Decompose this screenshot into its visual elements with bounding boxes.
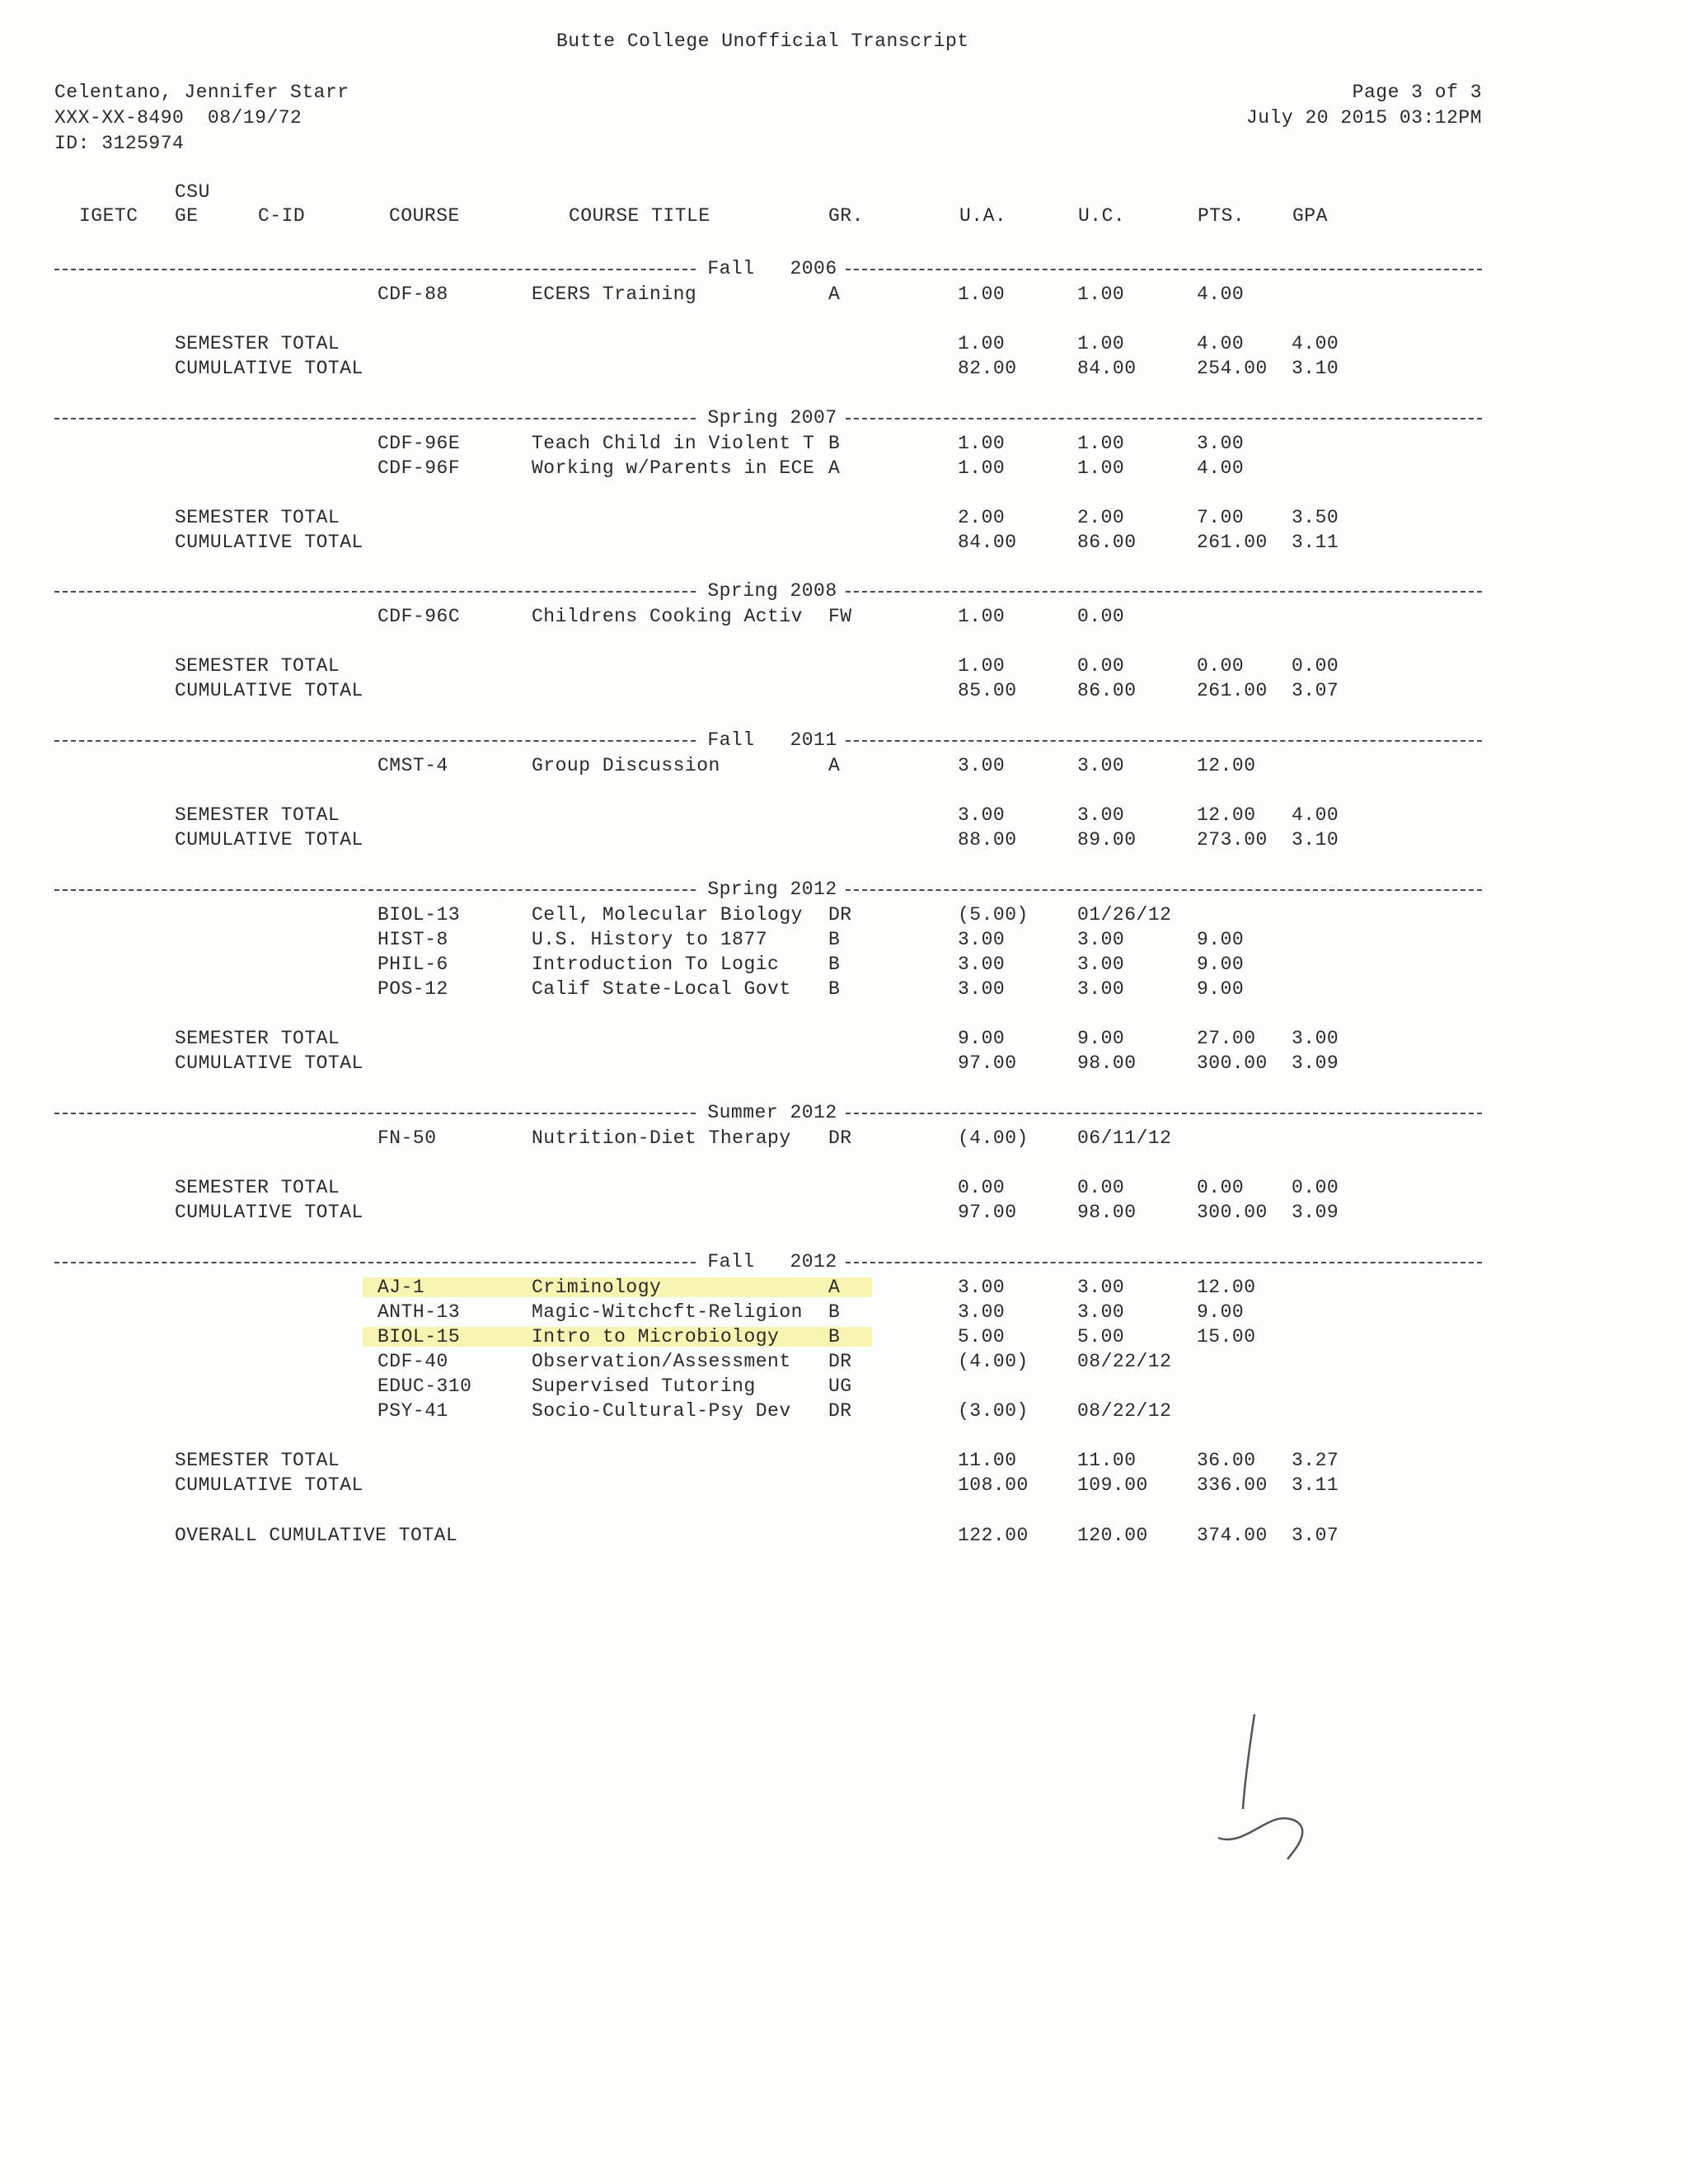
col-uc: U.C. xyxy=(1078,205,1126,227)
semester-points: 4.00 xyxy=(1197,333,1245,354)
course-row xyxy=(0,1349,1688,1374)
cumulative-points: 261.00 xyxy=(1197,532,1268,553)
semester-total-label: SEMESTER TOTAL xyxy=(175,507,340,528)
semester-total-label: SEMESTER TOTAL xyxy=(175,1177,340,1198)
course-points: 4.00 xyxy=(1197,457,1245,479)
course-points: 4.00 xyxy=(1197,284,1245,305)
course-code: CDF-40 xyxy=(377,1351,448,1372)
course-title: Working w/Parents in ECE xyxy=(532,457,815,479)
course-title: Criminology xyxy=(532,1277,662,1298)
col-course-title: COURSE TITLE xyxy=(569,205,710,227)
course-units-completed: 0.00 xyxy=(1077,606,1125,627)
semester-total-row xyxy=(0,1448,1688,1473)
course-points: 12.00 xyxy=(1197,1277,1256,1298)
semester-units-completed: 1.00 xyxy=(1077,333,1125,354)
course-row xyxy=(0,1300,1688,1324)
course-code: BIOL-15 xyxy=(377,1326,461,1347)
course-grade: A xyxy=(828,755,841,776)
semester-total-row xyxy=(0,654,1688,678)
semester-units-attempted: 9.00 xyxy=(958,1028,1006,1049)
cumulative-total-row xyxy=(0,827,1688,852)
semester-gpa: 0.00 xyxy=(1292,655,1339,677)
semester-total-row xyxy=(0,1175,1688,1200)
cumulative-total-label: CUMULATIVE TOTAL xyxy=(175,532,363,553)
term-separator xyxy=(54,729,1482,752)
cumulative-total-row xyxy=(0,356,1688,381)
cumulative-total-row xyxy=(0,1473,1688,1497)
semester-total-row xyxy=(0,505,1688,530)
cumulative-total-label: CUMULATIVE TOTAL xyxy=(175,1474,363,1496)
course-grade: B xyxy=(828,1301,841,1323)
cumulative-units-completed: 86.00 xyxy=(1077,680,1137,701)
course-title: Observation/Assessment xyxy=(532,1351,791,1372)
col-ua: U.A. xyxy=(959,205,1007,227)
cumulative-units-completed: 89.00 xyxy=(1077,829,1137,851)
term-label: Fall 2011 xyxy=(707,729,837,751)
semester-total-label: SEMESTER TOTAL xyxy=(175,655,340,677)
course-row xyxy=(0,927,1688,952)
course-grade: B xyxy=(828,929,841,950)
separator-rule xyxy=(54,1113,696,1114)
semester-points: 0.00 xyxy=(1197,1177,1245,1198)
term-label: Summer 2012 xyxy=(707,1102,837,1123)
cumulative-gpa: 3.09 xyxy=(1292,1052,1339,1074)
cumulative-units-attempted: 108.00 xyxy=(958,1474,1029,1496)
course-row xyxy=(0,604,1688,629)
student-id: ID: 3125974 xyxy=(54,133,185,154)
term-separator xyxy=(54,406,1482,429)
col-course: COURSE xyxy=(389,205,460,227)
semester-gpa: 4.00 xyxy=(1292,333,1339,354)
course-units-attempted: 3.00 xyxy=(958,1277,1006,1298)
course-points: 9.00 xyxy=(1197,929,1245,950)
cumulative-gpa: 3.10 xyxy=(1292,829,1339,851)
overall-ua: 122.00 xyxy=(958,1525,1029,1546)
course-grade: DR xyxy=(828,1351,852,1372)
course-code: PSY-41 xyxy=(377,1400,448,1422)
course-units-attempted: 1.00 xyxy=(958,433,1006,454)
course-grade: B xyxy=(828,978,841,1000)
course-units-attempted: 5.00 xyxy=(958,1326,1006,1347)
course-grade: A xyxy=(828,284,841,305)
cumulative-total-row xyxy=(0,1200,1688,1225)
term-separator xyxy=(54,1250,1482,1273)
course-code: CMST-4 xyxy=(377,755,448,776)
overall-pts: 374.00 xyxy=(1197,1525,1268,1546)
course-row xyxy=(0,902,1688,927)
term-separator xyxy=(54,878,1482,901)
course-units-completed: 3.00 xyxy=(1077,1301,1125,1323)
course-units-completed: 5.00 xyxy=(1077,1326,1125,1347)
semester-units-completed: 9.00 xyxy=(1077,1028,1125,1049)
course-row xyxy=(0,753,1688,778)
separator-rule xyxy=(54,418,696,419)
separator-rule xyxy=(846,591,1482,593)
overall-cumulative-row xyxy=(0,1523,1688,1548)
semester-gpa: 3.27 xyxy=(1292,1450,1339,1471)
course-title: Magic-Witchcft-Religion xyxy=(532,1301,803,1323)
course-units-completed: 3.00 xyxy=(1077,1277,1125,1298)
semester-units-attempted: 1.00 xyxy=(958,655,1006,677)
course-units-attempted: (5.00) xyxy=(958,904,1029,926)
course-points: 15.00 xyxy=(1197,1326,1256,1347)
course-units-completed: 1.00 xyxy=(1077,457,1125,479)
course-code: ANTH-13 xyxy=(377,1301,461,1323)
col-pts: PTS. xyxy=(1198,205,1245,227)
semester-points: 0.00 xyxy=(1197,655,1245,677)
print-date: July 20 2015 03:12PM xyxy=(1245,107,1482,129)
course-code: CDF-96F xyxy=(377,457,461,479)
cumulative-total-label: CUMULATIVE TOTAL xyxy=(175,1202,363,1223)
handwritten-mark xyxy=(1203,1706,1319,1871)
course-title: Cell, Molecular Biology xyxy=(532,904,803,926)
course-units-attempted: 3.00 xyxy=(958,929,1006,950)
cumulative-units-attempted: 97.00 xyxy=(958,1202,1017,1223)
separator-rule xyxy=(846,418,1482,419)
course-grade: DR xyxy=(828,904,852,926)
semester-units-completed: 0.00 xyxy=(1077,655,1125,677)
cumulative-gpa: 3.10 xyxy=(1292,358,1339,379)
course-row xyxy=(0,431,1688,456)
course-units-completed: 08/22/12 xyxy=(1077,1351,1172,1372)
course-title: Group Discussion xyxy=(532,755,720,776)
overall-gpa: 3.07 xyxy=(1292,1525,1339,1546)
cumulative-points: 300.00 xyxy=(1197,1052,1268,1074)
cumulative-units-completed: 98.00 xyxy=(1077,1202,1137,1223)
term-label: Fall 2012 xyxy=(707,1251,837,1272)
course-title: ECERS Training xyxy=(532,284,697,305)
ssn-dob: XXX-XX-8490 08/19/72 xyxy=(54,107,302,129)
term-label: Fall 2006 xyxy=(707,258,837,279)
course-row xyxy=(0,1275,1688,1300)
cumulative-points: 273.00 xyxy=(1197,829,1268,851)
course-title: Nutrition-Diet Therapy xyxy=(532,1127,791,1149)
semester-gpa: 3.50 xyxy=(1292,507,1339,528)
course-row xyxy=(0,456,1688,480)
course-units-completed: 3.00 xyxy=(1077,929,1125,950)
course-title: Socio-Cultural-Psy Dev xyxy=(532,1400,791,1422)
course-row xyxy=(0,282,1688,307)
course-code: CDF-96E xyxy=(377,433,461,454)
course-units-attempted: (4.00) xyxy=(958,1127,1029,1149)
course-title: Childrens Cooking Activ xyxy=(532,606,803,627)
cumulative-total-label: CUMULATIVE TOTAL xyxy=(175,1052,363,1074)
course-code: BIOL-13 xyxy=(377,904,461,926)
semester-gpa: 3.00 xyxy=(1292,1028,1339,1049)
course-units-completed: 06/11/12 xyxy=(1077,1127,1172,1149)
course-title: Supervised Tutoring xyxy=(532,1376,756,1397)
course-row xyxy=(0,977,1688,1001)
cumulative-points: 254.00 xyxy=(1197,358,1268,379)
course-row xyxy=(0,1374,1688,1399)
cumulative-units-completed: 109.00 xyxy=(1077,1474,1148,1496)
course-code: CDF-96C xyxy=(377,606,461,627)
cumulative-total-label: CUMULATIVE TOTAL xyxy=(175,829,363,851)
semester-units-completed: 2.00 xyxy=(1077,507,1125,528)
semester-total-row xyxy=(0,803,1688,827)
course-grade: DR xyxy=(828,1127,852,1149)
course-units-completed: 1.00 xyxy=(1077,433,1125,454)
semester-units-completed: 0.00 xyxy=(1077,1177,1125,1198)
separator-rule xyxy=(54,591,696,593)
page-number: Page 3 of 3 xyxy=(1352,82,1482,103)
col-gpa: GPA xyxy=(1292,205,1328,227)
course-grade: B xyxy=(828,1326,841,1347)
semester-total-row xyxy=(0,331,1688,356)
semester-total-label: SEMESTER TOTAL xyxy=(175,1028,340,1049)
cumulative-units-completed: 98.00 xyxy=(1077,1052,1137,1074)
course-code: POS-12 xyxy=(377,978,448,1000)
student-name: Celentano, Jennifer Starr xyxy=(54,82,349,103)
cumulative-total-row xyxy=(0,530,1688,555)
course-grade: DR xyxy=(828,1400,852,1422)
term-label: Spring 2008 xyxy=(707,580,837,602)
course-grade: A xyxy=(828,1277,841,1298)
separator-rule xyxy=(54,889,696,891)
course-grade: B xyxy=(828,954,841,975)
col-grade: GR. xyxy=(828,205,864,227)
overall-uc: 120.00 xyxy=(1077,1525,1148,1546)
course-units-attempted: (3.00) xyxy=(958,1400,1029,1422)
cumulative-units-attempted: 85.00 xyxy=(958,680,1017,701)
course-units-completed: 3.00 xyxy=(1077,755,1125,776)
course-units-completed: 01/26/12 xyxy=(1077,904,1172,926)
course-code: PHIL-6 xyxy=(377,954,448,975)
cumulative-gpa: 3.09 xyxy=(1292,1202,1339,1223)
term-label: Spring 2007 xyxy=(707,407,837,429)
semester-points: 7.00 xyxy=(1197,507,1245,528)
separator-rule xyxy=(846,1113,1482,1114)
semester-units-completed: 11.00 xyxy=(1077,1450,1137,1471)
course-points: 3.00 xyxy=(1197,433,1245,454)
cumulative-total-label: CUMULATIVE TOTAL xyxy=(175,680,363,701)
semester-points: 12.00 xyxy=(1197,804,1256,826)
cumulative-units-attempted: 97.00 xyxy=(958,1052,1017,1074)
cumulative-total-label: CUMULATIVE TOTAL xyxy=(175,358,363,379)
semester-points: 27.00 xyxy=(1197,1028,1256,1049)
semester-units-completed: 3.00 xyxy=(1077,804,1125,826)
course-units-attempted: 3.00 xyxy=(958,1301,1006,1323)
course-code: HIST-8 xyxy=(377,929,448,950)
cumulative-points: 336.00 xyxy=(1197,1474,1268,1496)
cumulative-units-attempted: 88.00 xyxy=(958,829,1017,851)
cumulative-units-attempted: 84.00 xyxy=(958,532,1017,553)
cumulative-units-attempted: 82.00 xyxy=(958,358,1017,379)
semester-gpa: 4.00 xyxy=(1292,804,1339,826)
semester-total-label: SEMESTER TOTAL xyxy=(175,333,340,354)
cumulative-points: 300.00 xyxy=(1197,1202,1268,1223)
course-grade: FW xyxy=(828,606,852,627)
course-title: Teach Child in Violent T xyxy=(532,433,815,454)
course-units-attempted: 3.00 xyxy=(958,954,1006,975)
cumulative-gpa: 3.11 xyxy=(1292,1474,1339,1496)
cumulative-points: 261.00 xyxy=(1197,680,1268,701)
course-code: EDUC-310 xyxy=(377,1376,472,1397)
course-row xyxy=(0,952,1688,977)
cumulative-units-completed: 84.00 xyxy=(1077,358,1137,379)
course-points: 9.00 xyxy=(1197,978,1245,1000)
course-grade: A xyxy=(828,457,841,479)
semester-units-attempted: 0.00 xyxy=(958,1177,1006,1198)
course-grade: UG xyxy=(828,1376,852,1397)
semester-units-attempted: 11.00 xyxy=(958,1450,1017,1471)
course-units-completed: 3.00 xyxy=(1077,954,1125,975)
separator-rule xyxy=(846,889,1482,891)
course-grade: B xyxy=(828,433,841,454)
separator-rule xyxy=(54,269,696,270)
course-title: Calif State-Local Govt xyxy=(532,978,791,1000)
semester-total-label: SEMESTER TOTAL xyxy=(175,804,340,826)
course-points: 9.00 xyxy=(1197,1301,1245,1323)
semester-units-attempted: 1.00 xyxy=(958,333,1006,354)
col-ge: GE xyxy=(175,205,199,227)
separator-rule xyxy=(846,1262,1482,1263)
course-points: 12.00 xyxy=(1197,755,1256,776)
semester-units-attempted: 3.00 xyxy=(958,804,1006,826)
course-units-attempted: 3.00 xyxy=(958,755,1006,776)
semester-gpa: 0.00 xyxy=(1292,1177,1339,1198)
cumulative-gpa: 3.11 xyxy=(1292,532,1339,553)
course-units-attempted: 1.00 xyxy=(958,457,1006,479)
separator-rule xyxy=(54,1262,696,1263)
semester-total-row xyxy=(0,1026,1688,1051)
overall-label: OVERALL CUMULATIVE TOTAL xyxy=(175,1525,458,1546)
term-label: Spring 2012 xyxy=(707,879,837,900)
course-row xyxy=(0,1324,1688,1349)
term-separator xyxy=(54,1101,1482,1124)
course-code: AJ-1 xyxy=(377,1277,425,1298)
cumulative-gpa: 3.07 xyxy=(1292,680,1339,701)
cumulative-units-completed: 86.00 xyxy=(1077,532,1137,553)
separator-rule xyxy=(54,740,696,742)
document-title: Butte College Unofficial Transcript xyxy=(556,30,969,52)
course-title: Introduction To Logic xyxy=(532,954,780,975)
course-units-completed: 3.00 xyxy=(1077,978,1125,1000)
term-separator xyxy=(54,579,1482,602)
course-units-completed: 08/22/12 xyxy=(1077,1400,1172,1422)
course-units-attempted: 3.00 xyxy=(958,978,1006,1000)
course-units-completed: 1.00 xyxy=(1077,284,1125,305)
cumulative-total-row xyxy=(0,678,1688,703)
course-points: 9.00 xyxy=(1197,954,1245,975)
semester-total-label: SEMESTER TOTAL xyxy=(175,1450,340,1471)
course-units-attempted: 1.00 xyxy=(958,606,1006,627)
course-title: U.S. History to 1877 xyxy=(532,929,768,950)
course-row xyxy=(0,1126,1688,1151)
term-separator xyxy=(54,257,1482,280)
course-code: CDF-88 xyxy=(377,284,448,305)
course-row xyxy=(0,1399,1688,1423)
separator-rule xyxy=(846,269,1482,270)
course-code: FN-50 xyxy=(377,1127,437,1149)
semester-units-attempted: 2.00 xyxy=(958,507,1006,528)
col-csu: CSU xyxy=(175,181,210,203)
course-units-attempted: (4.00) xyxy=(958,1351,1029,1372)
semester-points: 36.00 xyxy=(1197,1450,1256,1471)
col-cid: C-ID xyxy=(258,205,306,227)
col-igetc: IGETC xyxy=(79,205,138,227)
cumulative-total-row xyxy=(0,1051,1688,1076)
separator-rule xyxy=(846,740,1482,742)
course-title: Intro to Microbiology xyxy=(532,1326,780,1347)
course-units-attempted: 1.00 xyxy=(958,284,1006,305)
